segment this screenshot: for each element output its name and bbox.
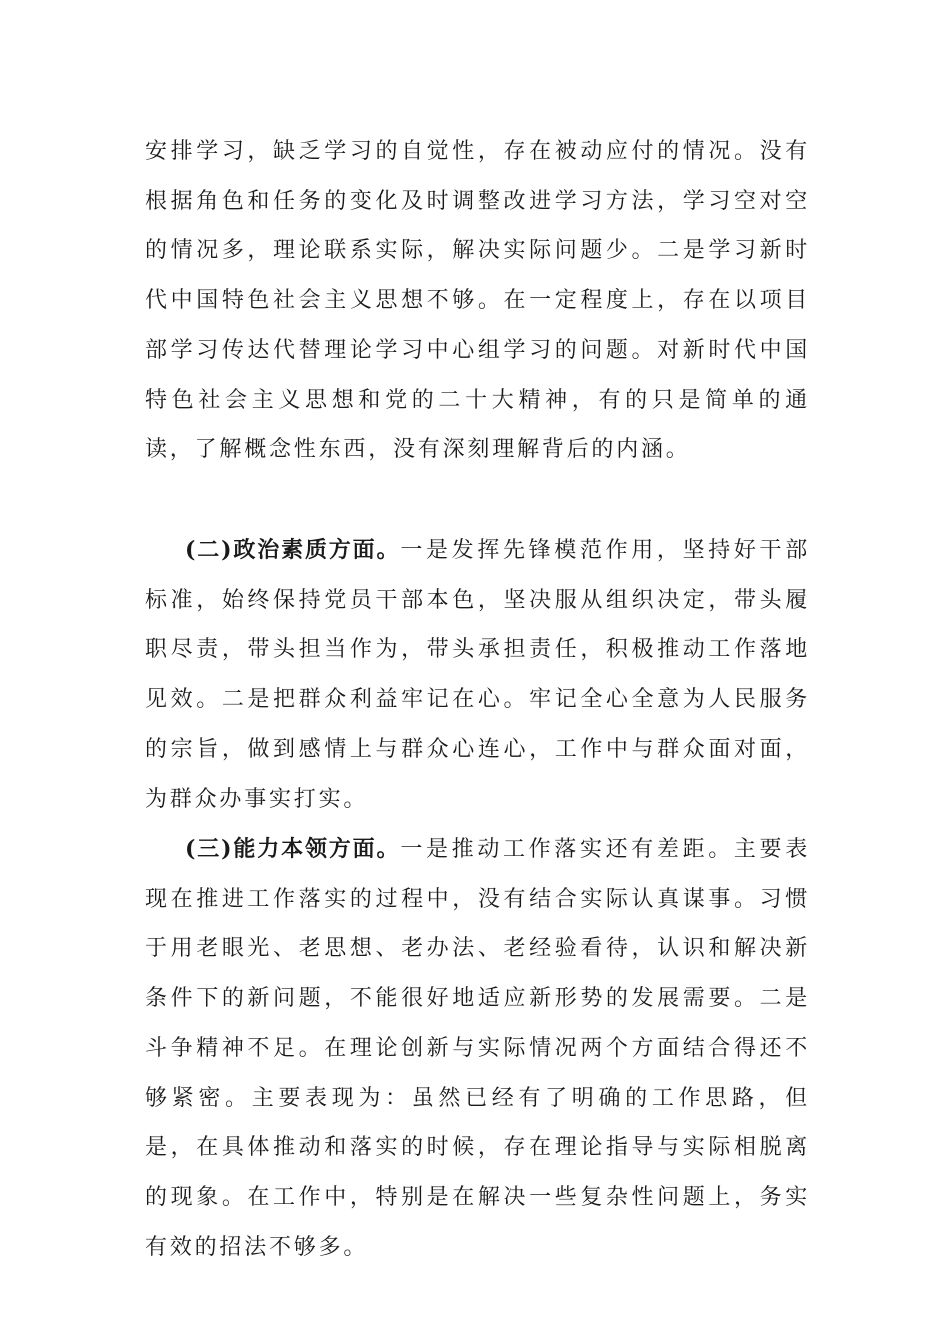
- paragraph-body: 一是发挥先锋模范作用，坚持好干部标准，始终保持党员干部本色，坚决服从组织决定，带头履职尽责，带头担当作为，带头承担责任，积极推动工作落地见效。二是把群众利益牢记在心。牢记全心全意为人民服务的宗旨，做到感情上与群众心连心，工作中与群众面对面，为群众办事实打实。: [145, 538, 810, 812]
- section-heading: (二)政治素质方面。: [185, 537, 401, 563]
- paragraph-political-quality: [145, 526, 810, 824]
- paragraph-study-continuation: [145, 127, 810, 475]
- paragraph-body: 一是推动工作落实还有差距。主要表现在推进工作落实的过程中，没有结合实际认真谋事。习惯于用老眼光、老思想、老办法、老经验看待，认识和解决新条件下的新问题，不能很好地适应新形势的发展需要。二是斗争精神不足。在理论创新与实际情况两个方面结合得还不够紧密。主要表现为：虽然已经有了明确的工作思路，但是，在具体推动和落实的时候，存在理论指导与实际相脱离的现象。在工作中，特别是在解决一些复杂性问题上，务实有效的招法不够多。: [145, 837, 810, 1260]
- paragraph-body: 安排学习，缺乏学习的自觉性，存在被动应付的情况。没有根据角色和任务的变化及时调整改进学习方法，学习空对空的情况多，理论联系实际，解决实际问题少。二是学习新时代中国特色社会主义思想不够。在一定程度上，存在以项目部学习传达代替理论学习中心组学习的问题。对新时代中国特色社会主义思想和党的二十大精神，有的只是简单的通读，了解概念性东西，没有深刻理解背后的内涵。: [145, 139, 810, 463]
- section-heading: (三)能力本领方面。: [185, 836, 401, 862]
- paragraph-ability-skills: [145, 825, 810, 1272]
